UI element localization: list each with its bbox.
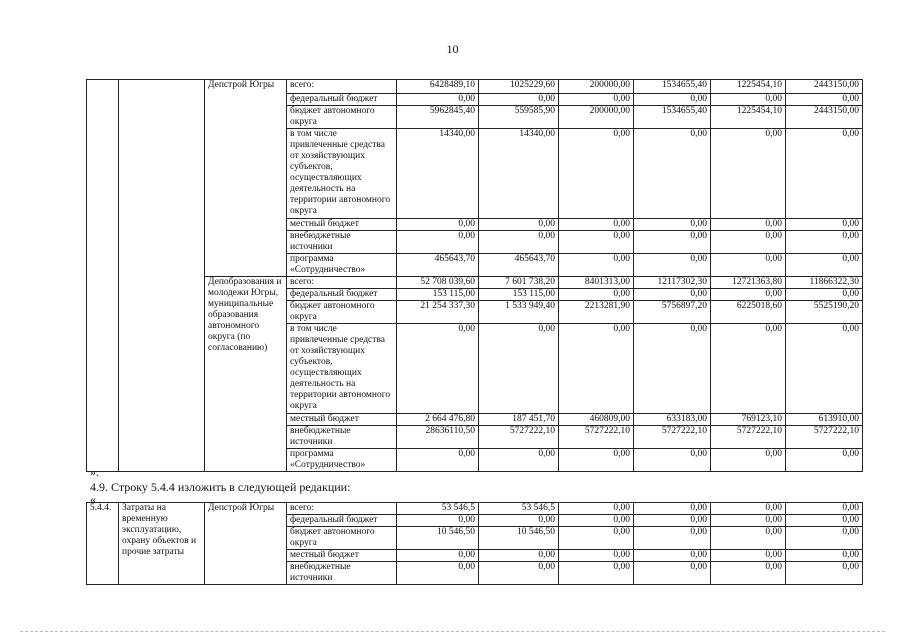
- amount-cell: 460809,00: [559, 414, 634, 426]
- amount-cell: 0,00: [711, 503, 786, 515]
- amount-cell: 0,00: [559, 324, 634, 414]
- amount-cell: 0,00: [479, 449, 559, 472]
- source-label: всего:: [287, 277, 397, 289]
- amount-cell: 0,00: [397, 550, 479, 562]
- table-row: [87, 80, 863, 94]
- amount-cell: 2 664 476,80: [397, 414, 479, 426]
- amount-cell: 7 601 738,20: [479, 277, 559, 289]
- source-label: всего:: [287, 80, 397, 94]
- opening-quote: «: [90, 492, 96, 506]
- amount-cell: 0,00: [479, 94, 559, 106]
- amount-cell: 12721363,80: [711, 277, 786, 289]
- amount-cell: 1534655,40: [634, 80, 711, 94]
- amount-cell: 5727222,10: [634, 426, 711, 449]
- amount-cell: 0,00: [711, 449, 786, 472]
- amount-cell: 10 546,50: [397, 527, 479, 550]
- amount-cell: 0,00: [559, 289, 634, 301]
- page-edge-line: [20, 631, 885, 632]
- amount-cell: 0,00: [479, 324, 559, 414]
- amount-cell: 21 254 337,30: [397, 301, 479, 324]
- source-label: федеральный бюджет: [287, 94, 397, 106]
- source-label: бюджет автономного округа: [287, 301, 397, 324]
- amount-cell: 0,00: [786, 527, 863, 550]
- amount-cell: 0,00: [397, 94, 479, 106]
- amount-cell: 0,00: [711, 550, 786, 562]
- source-label: всего:: [287, 503, 397, 515]
- amount-cell: 0,00: [634, 324, 711, 414]
- source-label: программа «Сотрудничество»: [287, 449, 397, 472]
- amount-cell: 0,00: [786, 219, 863, 231]
- amount-cell: 0,00: [786, 515, 863, 527]
- amount-cell: 8401313,00: [559, 277, 634, 289]
- amount-cell: 5727222,10: [479, 426, 559, 449]
- amount-cell: 5727222,10: [559, 426, 634, 449]
- amount-cell: 0,00: [786, 562, 863, 585]
- amount-cell: 14340,00: [479, 129, 559, 219]
- amount-cell: 11866322,30: [786, 277, 863, 289]
- amount-cell: 0,00: [786, 254, 863, 277]
- amount-cell: 1534655,40: [634, 106, 711, 129]
- amendment-instruction: 4.9. Строку 5.4.4 изложить в следующей редакции:: [90, 480, 351, 494]
- row-5-4-4-table: [86, 502, 863, 585]
- amount-cell: 0,00: [711, 515, 786, 527]
- amount-cell: 0,00: [559, 129, 634, 219]
- funding-table: [86, 79, 863, 472]
- amount-cell: 0,00: [634, 503, 711, 515]
- amount-cell: 0,00: [786, 129, 863, 219]
- source-label: внебюджетные источники: [287, 426, 397, 449]
- amount-cell: 187 451,70: [479, 414, 559, 426]
- amount-cell: 0,00: [711, 527, 786, 550]
- amount-cell: 0,00: [559, 94, 634, 106]
- amount-cell: 0,00: [559, 527, 634, 550]
- amount-cell: 53 546,5: [397, 503, 479, 515]
- amount-cell: 0,00: [711, 129, 786, 219]
- amount-cell: 0,00: [786, 94, 863, 106]
- amount-cell: 0,00: [479, 562, 559, 585]
- amount-cell: 5962845,40: [397, 106, 479, 129]
- amount-cell: 6428489,10: [397, 80, 479, 94]
- amount-cell: 0,00: [397, 219, 479, 231]
- source-label: внебюджетные источники: [287, 231, 397, 254]
- amount-cell: 200000,00: [559, 106, 634, 129]
- amount-cell: 0,00: [634, 562, 711, 585]
- amount-cell: 52 708 039,60: [397, 277, 479, 289]
- source-label: в том числе привлеченные средства от хозяйствующих субъектов, осуществляющих деятельность на территории автономного округа: [287, 129, 397, 219]
- amount-cell: 14340,00: [397, 129, 479, 219]
- name-cell: [119, 80, 205, 472]
- amount-cell: 465643,70: [397, 254, 479, 277]
- amount-cell: 0,00: [711, 289, 786, 301]
- amount-cell: 1 533 949,40: [479, 301, 559, 324]
- amount-cell: 1225454,10: [711, 106, 786, 129]
- amount-cell: 0,00: [634, 515, 711, 527]
- amount-cell: 0,00: [634, 129, 711, 219]
- amount-cell: 0,00: [634, 254, 711, 277]
- amount-cell: 1025229,60: [479, 80, 559, 94]
- amount-cell: 1225454,10: [711, 80, 786, 94]
- amount-cell: 10 546,50: [479, 527, 559, 550]
- amount-cell: 0,00: [711, 562, 786, 585]
- executor-cell: Депстрой Югры: [205, 80, 287, 277]
- amount-cell: 0,00: [479, 219, 559, 231]
- amount-cell: 0,00: [711, 94, 786, 106]
- amount-cell: 2443150,00: [786, 80, 863, 94]
- amount-cell: 153 115,00: [397, 289, 479, 301]
- amount-cell: 0,00: [634, 94, 711, 106]
- source-label: программа «Сотрудничество»: [287, 254, 397, 277]
- amount-cell: 0,00: [479, 231, 559, 254]
- amount-cell: 0,00: [559, 449, 634, 472]
- source-label: бюджет автономного округа: [287, 106, 397, 129]
- amount-cell: 0,00: [786, 289, 863, 301]
- amount-cell: 0,00: [397, 562, 479, 585]
- amount-cell: 0,00: [634, 219, 711, 231]
- page-number: 10: [446, 42, 459, 56]
- amount-cell: 0,00: [711, 219, 786, 231]
- amount-cell: 12117302,30: [634, 277, 711, 289]
- amount-cell: 0,00: [559, 219, 634, 231]
- amount-cell: 53 546,5: [479, 503, 559, 515]
- amount-cell: 613910,00: [786, 414, 863, 426]
- amount-cell: 0,00: [786, 550, 863, 562]
- amount-cell: 2443150,00: [786, 106, 863, 129]
- source-label: местный бюджет: [287, 414, 397, 426]
- amount-cell: 0,00: [559, 562, 634, 585]
- row-number: 5.4.4.: [87, 503, 119, 585]
- amount-cell: 5756897,20: [634, 301, 711, 324]
- amount-cell: 0,00: [711, 231, 786, 254]
- amount-cell: 633183,00: [634, 414, 711, 426]
- amount-cell: 465643,70: [479, 254, 559, 277]
- amount-cell: 0,00: [634, 289, 711, 301]
- source-label: местный бюджет: [287, 550, 397, 562]
- amount-cell: 0,00: [397, 449, 479, 472]
- source-label: внебюджетные источники: [287, 562, 397, 585]
- executor-cell: Депобразования и молодежи Югры, муниципальные образования автономного округа (по согласованию): [205, 277, 287, 472]
- amount-cell: 153 115,00: [479, 289, 559, 301]
- amount-cell: 0,00: [711, 254, 786, 277]
- source-label: в том числе привлеченные средства от хозяйствующих субъектов, осуществляющих деятельность на территории автономного округа: [287, 324, 397, 414]
- amount-cell: 0,00: [634, 527, 711, 550]
- amount-cell: 0,00: [479, 550, 559, 562]
- amount-cell: 0,00: [786, 449, 863, 472]
- amount-cell: 0,00: [559, 231, 634, 254]
- amount-cell: 0,00: [479, 515, 559, 527]
- amount-cell: 0,00: [786, 324, 863, 414]
- source-label: федеральный бюджет: [287, 289, 397, 301]
- amount-cell: 0,00: [397, 231, 479, 254]
- source-label: бюджет автономного округа: [287, 527, 397, 550]
- executor-cell: Депстрой Югры: [205, 503, 287, 585]
- amount-cell: 0,00: [397, 324, 479, 414]
- amount-cell: 28636110,50: [397, 426, 479, 449]
- amount-cell: 0,00: [559, 515, 634, 527]
- amount-cell: 0,00: [786, 231, 863, 254]
- amount-cell: 5727222,10: [786, 426, 863, 449]
- amount-cell: 0,00: [559, 503, 634, 515]
- amount-cell: 0,00: [634, 449, 711, 472]
- row-name: Затраты на временную эксплуатацию, охрану объектов и прочие затраты: [119, 503, 205, 585]
- number-cell: [87, 80, 119, 472]
- amount-cell: 0,00: [634, 231, 711, 254]
- closing-quote: ».: [90, 465, 99, 479]
- amount-cell: 0,00: [634, 550, 711, 562]
- amount-cell: 0,00: [397, 515, 479, 527]
- amount-cell: 0,00: [559, 550, 634, 562]
- amount-cell: 769123,10: [711, 414, 786, 426]
- amount-cell: 200000,00: [559, 80, 634, 94]
- amount-cell: 0,00: [711, 324, 786, 414]
- source-label: местный бюджет: [287, 219, 397, 231]
- amount-cell: 0,00: [786, 503, 863, 515]
- amount-cell: 6225018,60: [711, 301, 786, 324]
- amount-cell: 2213281,90: [559, 301, 634, 324]
- amount-cell: 5525190,20: [786, 301, 863, 324]
- amount-cell: 0,00: [559, 254, 634, 277]
- table-row: [87, 503, 863, 515]
- source-label: федеральный бюджет: [287, 515, 397, 527]
- amount-cell: 5727222,10: [711, 426, 786, 449]
- amount-cell: 559585,90: [479, 106, 559, 129]
